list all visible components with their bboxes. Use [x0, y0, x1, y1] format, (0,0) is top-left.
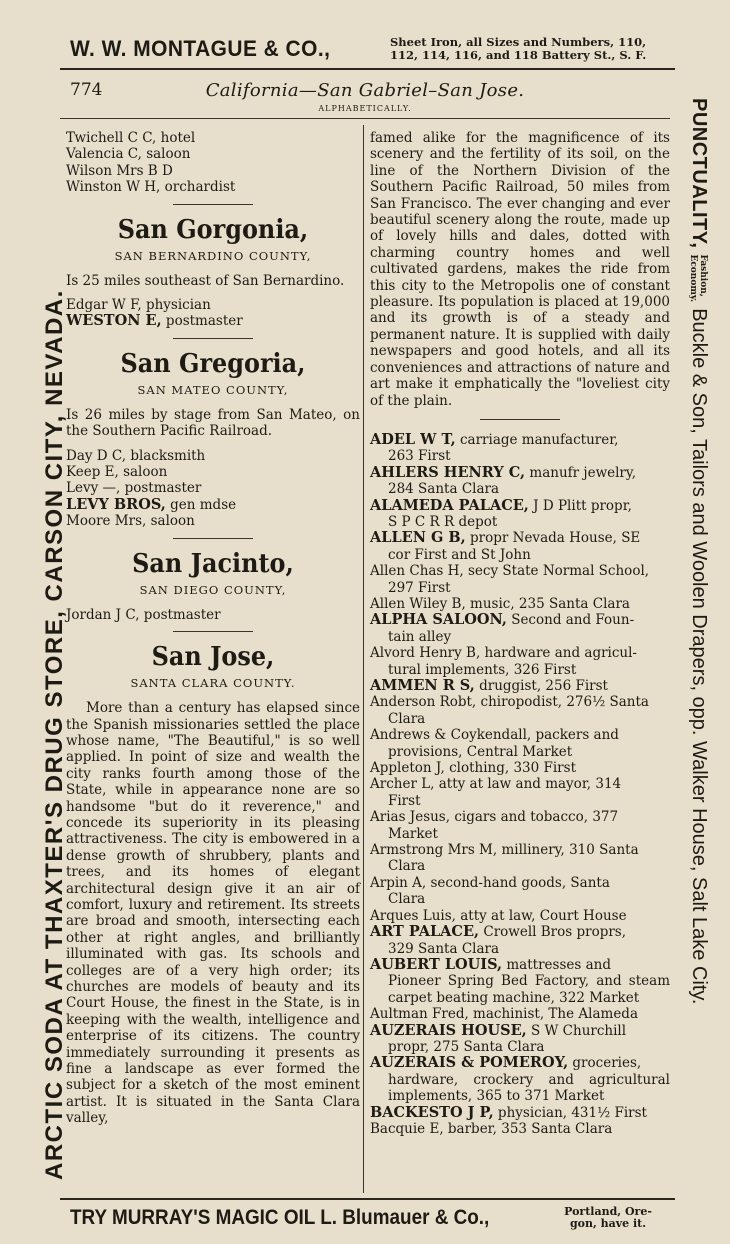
top-advert-company: W. W. MONTAGUE & CO., — [70, 36, 331, 61]
listing-entry: ADEL W T, carriage manufacturer, 263 First — [370, 430, 619, 465]
listing-entry: BACKESTO J P, physician, 431½ First — [370, 1103, 647, 1121]
list-item: WESTON E, postmaster — [66, 312, 243, 330]
left-column — [66, 130, 360, 1127]
list-item: Twichell C C, hotel — [66, 130, 196, 146]
left-margin-advert: ARCTIC SODA AT THAXTER'S DRUG STORE, CARSON CITY, NEVADA. — [41, 289, 68, 1180]
listing-entry: ART PALACE, Crowell Bros proprs, 329 Santa Clara — [370, 923, 627, 957]
county-label: SAN MATEO COUNTY, — [137, 382, 289, 397]
listing-entry: Appleton J, clothing, 330 First — [370, 760, 576, 777]
top-advert-details: Sheet Iron, all Sizes and Numbers, 110, 112, 114, 116, and 118 Battery St., S. F. — [390, 35, 647, 62]
listing-entry: Aultman Fred, machinist, The Alameda — [370, 1006, 639, 1023]
listing-entry: Arques Luis, atty at law, Court House — [370, 907, 627, 924]
list-item: LEVY BROS, gen mdse — [66, 495, 237, 513]
right-column — [370, 130, 670, 1137]
listing-entry: AHLERS HENRY C, manufr jewelry, 284 Santa Clara — [370, 463, 637, 498]
county-label: SAN DIEGO COUNTY, — [139, 582, 287, 597]
page-subtitle: ALPHABETICALLY. — [318, 104, 412, 113]
listing-entry: AUBERT LOUIS, mattresses and Pioneer Spring Bed Factory, and steam carpet beating machine, 322 Market — [370, 955, 670, 1006]
list-item: Valencia C, saloon — [66, 146, 191, 163]
column-divider — [363, 125, 364, 1193]
county-label: SANTA CLARA COUNTY. — [130, 676, 296, 691]
section-divider — [173, 538, 253, 539]
listing-entry: Bacquie E, barber, 353 Santa Clara — [370, 1120, 613, 1137]
bottom-advert-text: TRY MURRAY'S MAGIC OIL L. Blumauer & Co., — [70, 1206, 490, 1229]
listing-entry: Allen Wiley B, music, 235 Santa Clara — [370, 595, 630, 612]
list-item: Winston W H, orchardist — [66, 179, 236, 196]
list-item: Jordan J C, postmaster — [66, 606, 221, 623]
listing-entry: ALPHA SALOON, Second and Foun- tain alley — [370, 611, 635, 645]
bottom-advert-banner — [60, 1198, 675, 1240]
listing-entry: Andrews & Coykendall, packers and provisions, Central Market — [370, 727, 619, 760]
listing-entry: Archer L, atty at law and mayor, 314 First — [370, 776, 622, 809]
list-item: Wilson Mrs B D — [66, 162, 173, 179]
town-heading-gorgonia: San Gorgonia, — [117, 214, 309, 245]
listing-entry: AUZERAIS & POMEROY, groceries, hardware, crockery and agricultural implements, 365 to 371 Market — [370, 1054, 670, 1105]
listing-entry: Allen Chas H, secy State Normal School, 297 First — [370, 563, 650, 596]
listing-entry: AUZERAIS HOUSE, S W Churchill propr, 275 Santa Clara — [370, 1021, 627, 1055]
town-description: Is 26 miles by stage from San Mateo, on the Southern Pacific Railroad. — [66, 406, 360, 440]
listing-entry: Alvord Henry B, hardware and agricul- tural implements, 326 First — [370, 645, 637, 678]
town-description-continued: famed alike for the magnificence of its scenery and the fertility of its soil, on the line of the Northern Division of the Southern Pacific Railroad, 50 miles from San Francisco. The ever changing and ever beautiful scenery along the route, made up of lovely hills and dales, dotted with charming country homes and well cultivated gardens, makes the ride from this city to the Metropolis one of constant pleasure. Its population is placed at 19,000 and its growth is of a steady and permanent nature. It is supplied with daily newspapers and good hotels, and all its conveniences and attractions of nature and art make it emphatically the "loveliest city of the plain. — [370, 130, 670, 409]
listing-entry: ALLEN G B, propr Nevada House, SE cor First and St John — [370, 529, 641, 563]
town-description: More than a century has elapsed since the Spanish missionaries settled the place whose name, "The Beautiful," is so well applied. In point of size and wealth the city ranks fourth among those of the State, while in appearance none are so handsome "but do it reverence," and concede its superiority in its pleasing attractiveness. The city is embowered in a dense growth of shrubbery, plants and trees, and its homes of elegant architectural design give it an air of comfort, luxury and retirement. Its streets are broad and smooth, intersecting each other at right angles, and brilliantly illuminated with gas. Its schools and colleges are of a very high order; its churches are models of beauty and its Court House, the finest in the State, is in keeping with the wealth, intelligence and enterprise of its citizens. The country immediately surrounding it presents as fine a landscape as ever formed the subject for a sketch of the most eminent artist. It is situated in the Santa Clara valley, — [66, 700, 360, 1127]
page-header — [60, 78, 670, 118]
section-divider — [173, 631, 253, 632]
town-heading-jacinto: San Jacinto, — [132, 548, 294, 579]
county-label: SAN BERNARDINO COUNTY, — [114, 248, 312, 263]
business-listing — [370, 432, 670, 1137]
listing-entry: AMMEN R S, druggist, 256 First — [370, 677, 608, 694]
list-item: Day D C, blacksmith — [66, 447, 206, 464]
list-item: Keep E, saloon — [66, 464, 168, 481]
listing-entry: Anderson Robt, chiropodist, 276½ Santa Clara — [370, 694, 649, 727]
right-margin-advert: PUNCTUALITY,Fashion, Economy.Buckle & Son, Tailors and Woolen Drapers, opp. Walker House, Salt Lake City. — [688, 98, 710, 1005]
list-item: Moore Mrs, saloon — [66, 513, 195, 530]
listing-entry: Armstrong Mrs M, millinery, 310 Santa Clara — [370, 842, 639, 875]
section-divider — [480, 419, 560, 420]
town-description: Is 25 miles southeast of San Bernardino. — [66, 272, 345, 289]
town-heading-gregoria: San Gregoria, — [120, 348, 306, 379]
listing-entry: ALAMEDA PALACE, J D Plitt propr, S P C R R depot — [370, 496, 632, 530]
header-rule — [60, 118, 670, 119]
page-number: 774 — [70, 80, 103, 100]
town-heading-jose: San Jose, — [151, 642, 275, 673]
top-advert-banner — [60, 32, 675, 70]
listing-entry: Arias Jesus, cigars and tobacco, 377 Market — [370, 809, 619, 842]
bottom-advert-location: Portland, Ore- gon, have it. — [564, 1205, 652, 1230]
section-divider — [173, 204, 253, 205]
listing-entry: Arpin A, second-hand goods, Santa Clara — [370, 874, 610, 908]
list-item: Edgar W F, physician — [66, 297, 211, 314]
section-divider — [173, 338, 253, 339]
list-item: Levy —, postmaster — [66, 480, 202, 497]
page-title: California—San Gabriel–San Jose. — [205, 80, 525, 101]
